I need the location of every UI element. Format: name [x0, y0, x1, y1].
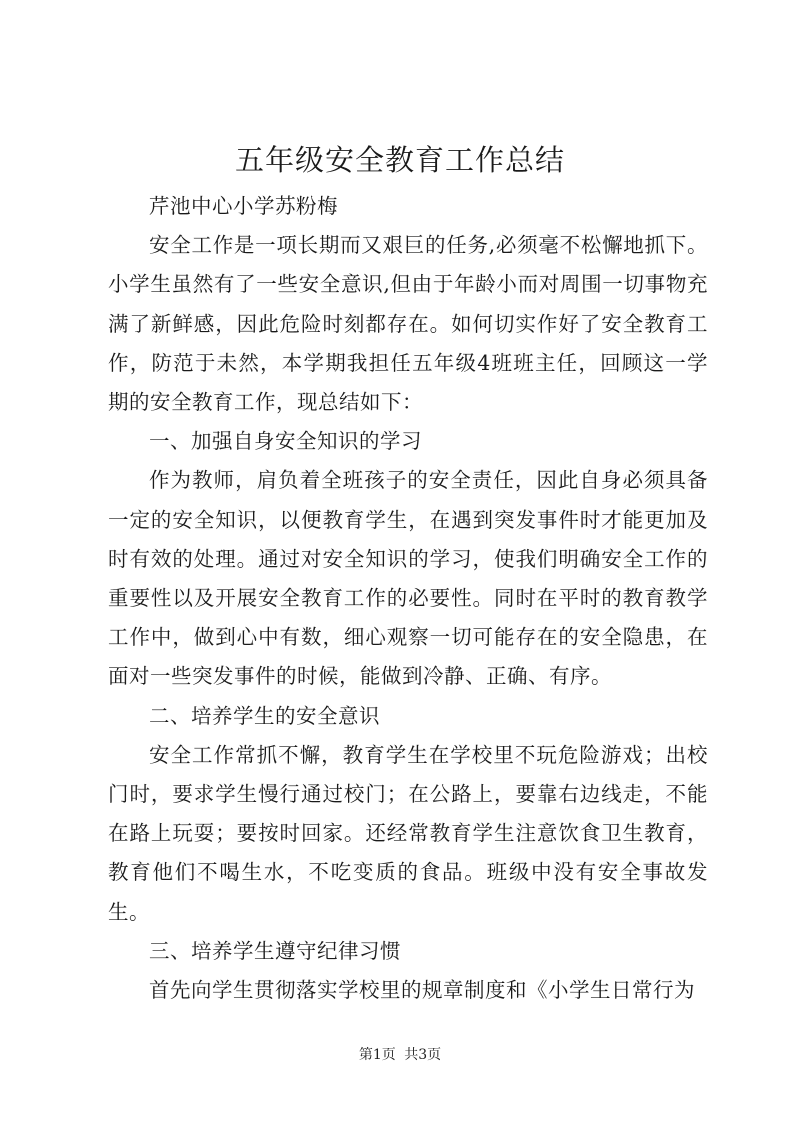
intro-paragraph: 安全工作是一项长期而又艰巨的任务,必须毫不松懈地抓下。小学生虽然有了一些安全意识,但由于年龄小而对周围一切事物充满了新鲜感，因此危险时刻都存在。如何切实作好了安全教育工作，防范于未然，本学期我担任五年级4班班主任，回顾这一学期的安全教育工作，现总结如下：	[108, 233, 708, 415]
document-title: 五年级安全教育工作总结	[234, 143, 565, 177]
section-heading-3: 三、培养学生遵守纪律习惯	[149, 938, 401, 963]
section-paragraph-3: 首先向学生贯彻落实学校里的规章制度和《小学生日常行为	[149, 978, 695, 1003]
section-heading-2: 二、培养学生的安全意识	[149, 703, 380, 728]
page-number: 第1页	[358, 1047, 396, 1063]
document-body	[108, 187, 708, 1010]
page-total: 共3页	[404, 1047, 442, 1063]
section-paragraph-2: 安全工作常抓不懈，教育学生在学校里不玩危险游戏；出校门时，要求学生慢行通过校门；在公路上，要靠右边线走，不能在路上玩耍；要按时回家。还经常教育学生注意饮食卫生教育，教育他们不喝生水，不吃变质的食品。班级中没有安全事故发生。	[108, 742, 708, 924]
section-heading-1: 一、加强自身安全知识的学习	[149, 429, 422, 454]
section-paragraph-1: 作为教师，肩负着全班孩子的安全责任，因此自身必须具备一定的安全知识，以便教育学生，在遇到突发事件时才能更加及时有效的处理。通过对安全知识的学习，使我们明确安全工作的重要性以及开展安全教育工作的必要性。同时在平时的教育教学工作中，做到心中有数，细心观察一切可能存在的安全隐患，在面对一些突发事件的时候，能做到冷静、正确、有序。	[108, 468, 708, 689]
page-footer	[0, 1045, 800, 1065]
author-line: 芹池中心小学苏粉梅	[149, 194, 338, 218]
